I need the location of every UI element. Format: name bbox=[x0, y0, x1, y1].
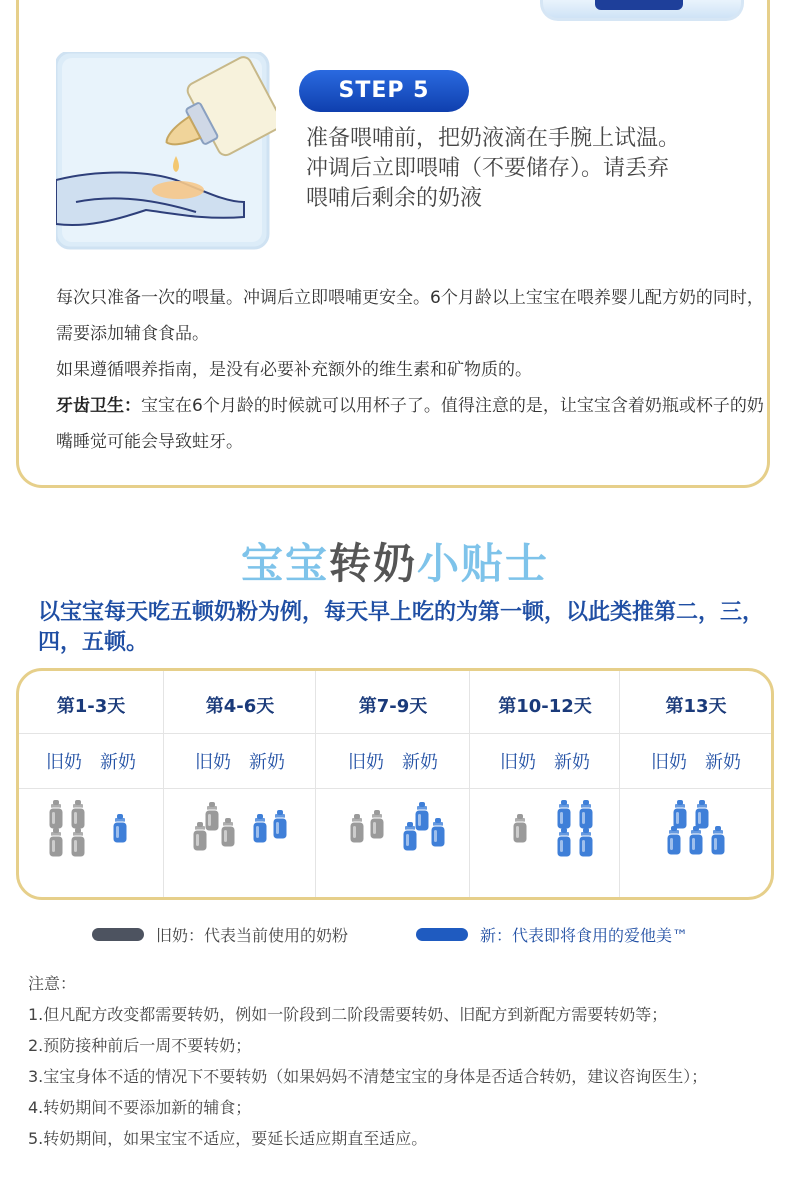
milk-labels bbox=[620, 734, 772, 789]
attention-item: 2.预防接种前后一周不要转奶； bbox=[28, 1036, 252, 1055]
new-bottle-icon bbox=[553, 828, 575, 858]
new-bottle-icon bbox=[427, 818, 449, 848]
note-paragraph: 每次只准备一次的喂量。冲调后立即喂哺更安全。6个月龄以上宝宝在喂养婴儿配方奶的同时，需要添加辅食食品。 bbox=[56, 288, 764, 344]
step-instructions bbox=[306, 124, 746, 214]
bottle-area bbox=[164, 789, 316, 899]
period-header: 第4-6天 bbox=[164, 671, 316, 734]
step-badge: STEP 5 bbox=[299, 70, 469, 112]
milk-labels bbox=[19, 734, 163, 789]
old-bottle-icon bbox=[509, 814, 531, 844]
transition-table bbox=[16, 668, 774, 900]
milk-labels bbox=[470, 734, 620, 789]
old-bottle-icon bbox=[217, 818, 239, 848]
bottle-area bbox=[316, 789, 470, 899]
bottle-area bbox=[19, 789, 163, 899]
wrist-test-illustration bbox=[56, 52, 276, 252]
legend-new bbox=[416, 922, 688, 946]
bottle-area bbox=[620, 789, 772, 899]
new-bottle-icon bbox=[663, 826, 685, 856]
old-bottle-icon bbox=[45, 800, 67, 830]
attention-item: 4.转奶期间不要添加新的辅食； bbox=[28, 1098, 252, 1117]
milk-labels bbox=[164, 734, 316, 789]
attention-item: 3.宝宝身体不适的情况下不要转奶（如果妈妈不清楚宝宝的身体是否适合转奶，建议咨询医生）； bbox=[28, 1067, 708, 1086]
table-column bbox=[315, 671, 470, 899]
milk-labels bbox=[316, 734, 470, 789]
step-line: 喂哺后剩余的奶液 bbox=[306, 186, 483, 211]
old-bottle-icon bbox=[189, 822, 211, 852]
new-milk-label: 新奶 bbox=[554, 752, 590, 773]
previous-step-illustration bbox=[540, 0, 744, 21]
attention-heading: 注意： bbox=[28, 974, 77, 993]
title-part: 转奶 bbox=[328, 539, 417, 588]
table-column bbox=[163, 671, 316, 899]
new-bottle-icon bbox=[553, 800, 575, 830]
period-header: 第1-3天 bbox=[19, 671, 163, 734]
old-bottle-icon bbox=[67, 828, 89, 858]
legend-old-label: 旧奶：代表当前使用的奶粉 bbox=[156, 925, 349, 945]
legend-old bbox=[92, 922, 348, 946]
new-bottle-icon bbox=[685, 826, 707, 856]
table-column bbox=[19, 671, 163, 899]
period-header: 第10-12天 bbox=[470, 671, 620, 734]
old-milk-label: 旧奶 bbox=[500, 752, 536, 773]
old-bottle-icon bbox=[67, 800, 89, 830]
old-bottle-icon bbox=[45, 828, 67, 858]
section-subtitle: 以宝宝每天吃五顿奶粉为例，每天早上吃的为第一顿，以此类推第二，三，四，五顿。 bbox=[38, 600, 765, 655]
bottle-area bbox=[470, 789, 620, 899]
new-milk-label: 新奶 bbox=[249, 752, 285, 773]
attention-item: 1.但凡配方改变都需要转奶，例如一阶段到二阶段需要转奶、旧配方到新配方需要转奶等； bbox=[28, 1005, 668, 1024]
old-bottle-icon bbox=[346, 814, 368, 844]
step-line: 冲调后立即喂哺（不要储存）。请丢弃 bbox=[306, 156, 670, 181]
old-milk-label: 旧奶 bbox=[348, 752, 384, 773]
new-bottle-icon bbox=[269, 810, 291, 840]
new-bottle-icon bbox=[575, 828, 597, 858]
legend-new-swatch bbox=[416, 928, 468, 941]
new-bottle-icon bbox=[109, 814, 131, 844]
step-line: 准备喂哺前，把奶液滴在手腕上试温。 bbox=[306, 126, 681, 151]
new-milk-label: 新奶 bbox=[402, 752, 438, 773]
new-bottle-icon bbox=[399, 822, 421, 852]
new-bottle-icon bbox=[707, 826, 729, 856]
old-milk-label: 旧奶 bbox=[195, 752, 231, 773]
attention-list bbox=[28, 968, 768, 1154]
new-bottle-icon bbox=[575, 800, 597, 830]
table-column bbox=[619, 671, 772, 899]
attention-item: 5.转奶期间，如果宝宝不适应，要延长适应期直至适应。 bbox=[28, 1129, 428, 1148]
legend-old-swatch bbox=[92, 928, 144, 941]
new-milk-label: 新奶 bbox=[100, 752, 136, 773]
table-column bbox=[469, 671, 620, 899]
legend-new-label: 新：代表即将食用的爱他美™ bbox=[480, 925, 689, 945]
note-paragraph: 如果遵循喂养指南，是没有必要补充额外的维生素和矿物质的。 bbox=[56, 360, 532, 380]
note-paragraph bbox=[56, 388, 766, 460]
new-bottle-icon bbox=[249, 814, 271, 844]
dental-label: 牙齿卫生： bbox=[56, 396, 141, 416]
old-bottle-icon bbox=[366, 810, 388, 840]
old-milk-label: 旧奶 bbox=[651, 752, 687, 773]
dental-text: 宝宝在6个月龄的时候就可以用杯子了。值得注意的是，让宝宝含着奶瓶或杯子的奶嘴睡觉可能会导致蛀牙。 bbox=[56, 396, 764, 452]
section-title bbox=[0, 536, 790, 592]
old-milk-label: 旧奶 bbox=[46, 752, 82, 773]
period-header: 第7-9天 bbox=[316, 671, 470, 734]
period-header: 第13天 bbox=[620, 671, 772, 734]
feeding-notes bbox=[56, 280, 766, 460]
title-part: 宝宝 bbox=[240, 539, 329, 588]
title-part: 小贴士 bbox=[417, 539, 550, 588]
new-milk-label: 新奶 bbox=[705, 752, 741, 773]
